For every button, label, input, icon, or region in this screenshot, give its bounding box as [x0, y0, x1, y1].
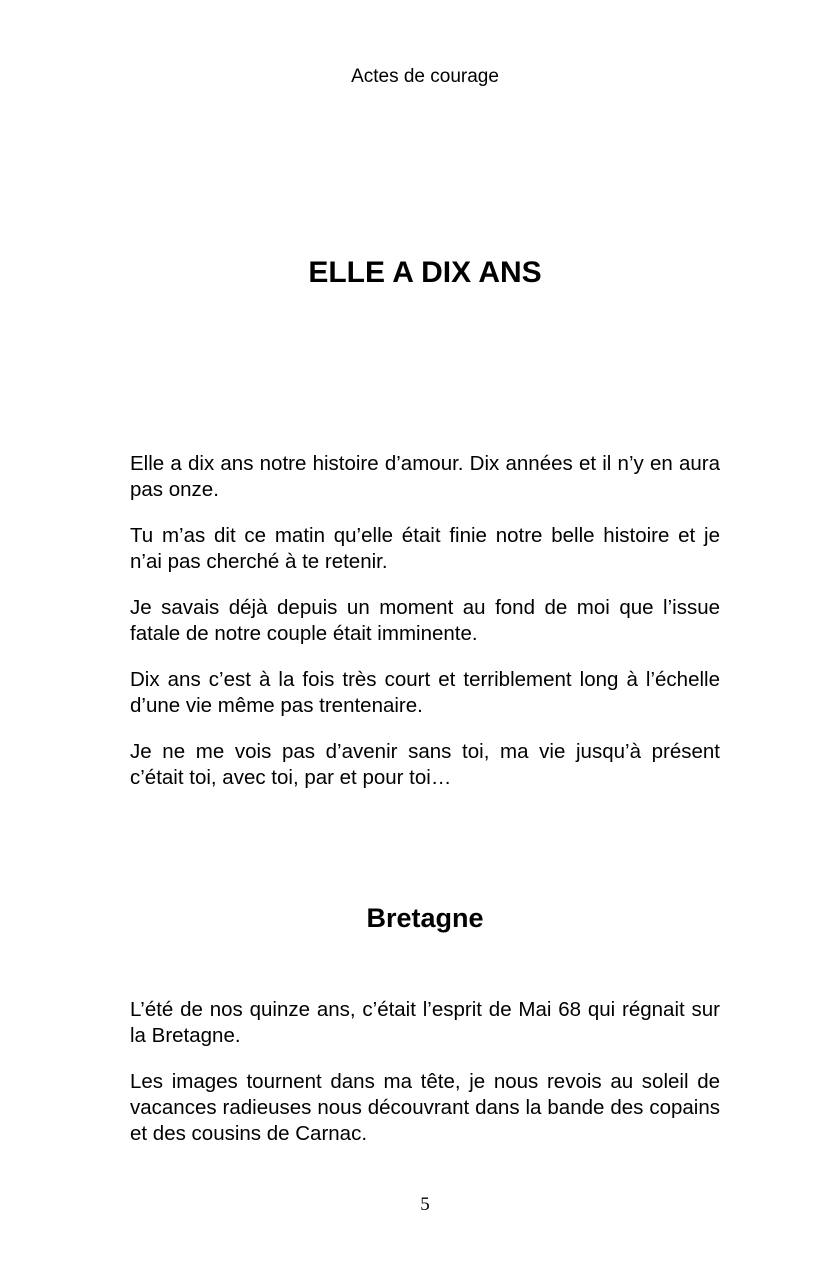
paragraph: Je ne me vois pas d’avenir sans toi, ma vie jusqu’à présent c’était toi, avec toi, par et pour toi…	[130, 740, 720, 789]
paragraph: Je savais déjà depuis un moment au fond de moi que l’issue fatale de notre couple était imminente.	[130, 596, 720, 645]
page-number: 5	[420, 1194, 430, 1215]
paragraph: Elle a dix ans notre histoire d’amour. Dix années et il n’y en aura pas onze.	[130, 452, 720, 501]
section-body	[130, 997, 720, 1167]
chapter-body	[130, 451, 720, 811]
chapter-title: ELLE A DIX ANS	[308, 256, 542, 289]
paragraph: Dix ans c’est à la fois très court et terriblement long à l’échelle d’une vie même pas trentenaire.	[130, 668, 720, 717]
paragraph: Tu m’as dit ce matin qu’elle était finie notre belle histoire et je n’ai pas cherché à te retenir.	[130, 524, 720, 573]
section-title: Bretagne	[366, 903, 484, 933]
running-header: Actes de courage	[351, 66, 499, 87]
paragraph: Les images tournent dans ma tête, je nous revois au soleil de vacances radieuses nous découvrant dans la bande des copains et des cousins de Carnac.	[130, 1070, 720, 1145]
paragraph: L’été de nos quinze ans, c’était l’esprit de Mai 68 qui régnait sur la Bretagne.	[130, 998, 720, 1047]
